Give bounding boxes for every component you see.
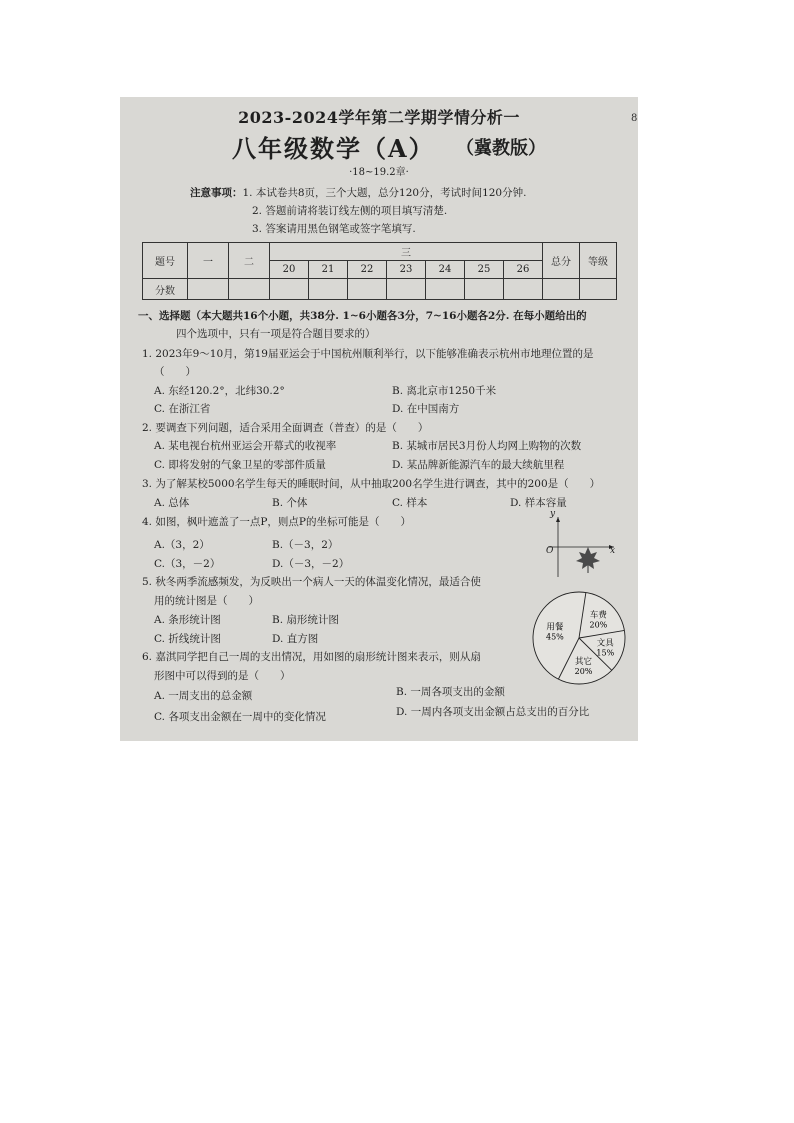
notes-label: 注意事项： — [190, 187, 243, 199]
q6-option-b: B. 一周各项支出的金额 — [396, 686, 505, 698]
q5-option-a: A. 条形统计图 — [154, 614, 221, 626]
axis-y-label: y — [550, 509, 556, 519]
q5-stem-2: 用的统计图是（ ） — [154, 595, 259, 607]
score-sub-26: 26 — [504, 261, 543, 279]
q4-option-c: C.（3，－2） — [154, 558, 221, 570]
q2-option-c: C. 即将发射的气象卫星的零部件质量 — [154, 459, 326, 471]
maple-leaf-icon — [576, 547, 600, 573]
score-header-three: 三 — [270, 243, 543, 261]
score-sub-25: 25 — [465, 261, 504, 279]
score-cell — [348, 279, 387, 300]
q2-option-d: D. 某品牌新能源汽车的最大续航里程 — [392, 459, 565, 471]
q3-stem: 3. 为了解某校5000名学生每天的睡眠时间，从中抽取200名学生进行调查，其中的200是（ ） — [142, 478, 601, 490]
pie-slice-percent: 20% — [574, 667, 593, 677]
q3-option-c: C. 样本 — [392, 497, 428, 509]
q3-option-a: A. 总体 — [154, 497, 190, 509]
exam-subject: 八年级数学（A） — [232, 134, 435, 163]
score-cell — [580, 279, 617, 300]
exam-edition: （冀教版） — [456, 138, 546, 159]
scanned-exam-photo — [120, 97, 638, 741]
q2-option-b: B. 某城市居民3月份人均网上购物的次数 — [392, 440, 582, 452]
pie-svg — [530, 589, 628, 687]
q6-option-d: D. 一周内各项支出金额占总支出的百分比 — [396, 706, 590, 718]
score-cell — [504, 279, 543, 300]
axis-x-label: x — [610, 546, 616, 556]
q2-option-a: A. 某电视台杭州亚运会开幕式的收视率 — [154, 440, 337, 452]
note-2: 2. 答题前请将装订线左侧的项目填写清楚. — [252, 205, 448, 217]
q5-stem-1: 5. 秋冬两季流感频发，为反映出一个病人一天的体温变化情况，最适合使 — [142, 576, 481, 588]
q1-option-a: A. 东经120.2°，北纬30.2° — [154, 385, 285, 397]
q1-option-b: B. 离北京市1250千米 — [392, 385, 497, 397]
maple-leaf-figure — [538, 511, 618, 581]
q3-option-b: B. 个体 — [272, 497, 308, 509]
score-cell — [188, 279, 229, 300]
q6-option-a: A. 一周支出的总金额 — [154, 690, 253, 702]
pie-slice-percent: 45% — [545, 632, 564, 642]
q6-stem-1: 6. 嘉淇同学把自己一周的支出情况，用如图的扇形统计图来表示，则从扇 — [142, 651, 481, 663]
q1-option-c: C. 在浙江省 — [154, 403, 211, 415]
q3-option-d: D. 样本容量 — [510, 497, 567, 509]
pie-slice-label: 其它 — [575, 657, 593, 668]
exam-notes — [190, 184, 526, 238]
score-sub-20: 20 — [270, 261, 309, 279]
score-cell — [229, 279, 270, 300]
pie-slice-label: 文具 — [596, 638, 614, 649]
score-table — [142, 242, 617, 300]
q5-option-b: B. 扇形统计图 — [272, 614, 339, 626]
score-sub-23: 23 — [387, 261, 426, 279]
q4-stem: 4. 如图，枫叶遮盖了一点P，则点P的坐标可能是（ ） — [142, 516, 411, 528]
score-cell — [270, 279, 309, 300]
exam-chapters: ·18~19.2章· — [349, 167, 409, 178]
score-header-two: 二 — [229, 243, 270, 279]
score-cell — [426, 279, 465, 300]
q1-blank: （ ） — [154, 366, 196, 378]
note-1: 1. 本试卷共8页，三个大题，总分120分，考试时间120分钟. — [242, 187, 527, 199]
q2-stem: 2. 要调查下列问题，适合采用全面调查（普查）的是（ ） — [142, 422, 429, 434]
note-3: 3. 答案请用黑色钢笔或签字笔填写. — [252, 223, 416, 235]
section-1-intro — [138, 307, 628, 343]
side-mark: 8 — [631, 113, 638, 124]
q1-stem: 1. 2023年9～10月，第19届亚运会于中国杭州顺利举行，以下能够准确表示杭州市地理位置的是 — [142, 348, 594, 360]
score-header-one: 一 — [188, 243, 229, 279]
score-cell — [543, 279, 580, 300]
pie-slice-label: 用餐 — [546, 622, 564, 633]
q4-option-d: D.（－3，－2） — [272, 558, 350, 570]
q5-option-c: C. 折线统计图 — [154, 633, 221, 645]
q4-option-a: A.（3，2） — [154, 539, 210, 551]
pie-slice-percent: 15% — [596, 648, 615, 658]
q5-option-d: D. 直方图 — [272, 633, 319, 645]
score-header-tihao: 题号 — [143, 243, 188, 279]
q1-option-d: D. 在中国南方 — [392, 403, 460, 415]
section-1-line-a: 一、选择题（本大题共16个小题，共38分. 1~6小题各3分，7~16小题各2分. 在每小题给出的 — [138, 310, 587, 322]
pie-slice-percent: 20% — [589, 620, 608, 630]
axis-origin-label: O — [546, 546, 554, 556]
score-header-grade: 等级 — [580, 243, 617, 279]
score-cell — [465, 279, 504, 300]
expense-pie-chart — [530, 589, 628, 687]
score-sub-22: 22 — [348, 261, 387, 279]
q6-stem-2: 形图中可以得到的是（ ） — [154, 670, 291, 682]
exam-title: 2023-2024学年第二学期学情分析一 — [238, 108, 520, 127]
score-cell — [309, 279, 348, 300]
score-row-label: 分数 — [143, 279, 188, 300]
score-cell — [387, 279, 426, 300]
score-header-total: 总分 — [543, 243, 580, 279]
score-sub-24: 24 — [426, 261, 465, 279]
q6-option-c: C. 各项支出金额在一周中的变化情况 — [154, 711, 326, 723]
pie-slice-label: 车费 — [589, 610, 607, 621]
score-sub-21: 21 — [309, 261, 348, 279]
section-1-line-b: 四个选项中，只有一项是符合题目要求的） — [176, 328, 376, 340]
q4-option-b: B.（－3，2） — [272, 539, 339, 551]
